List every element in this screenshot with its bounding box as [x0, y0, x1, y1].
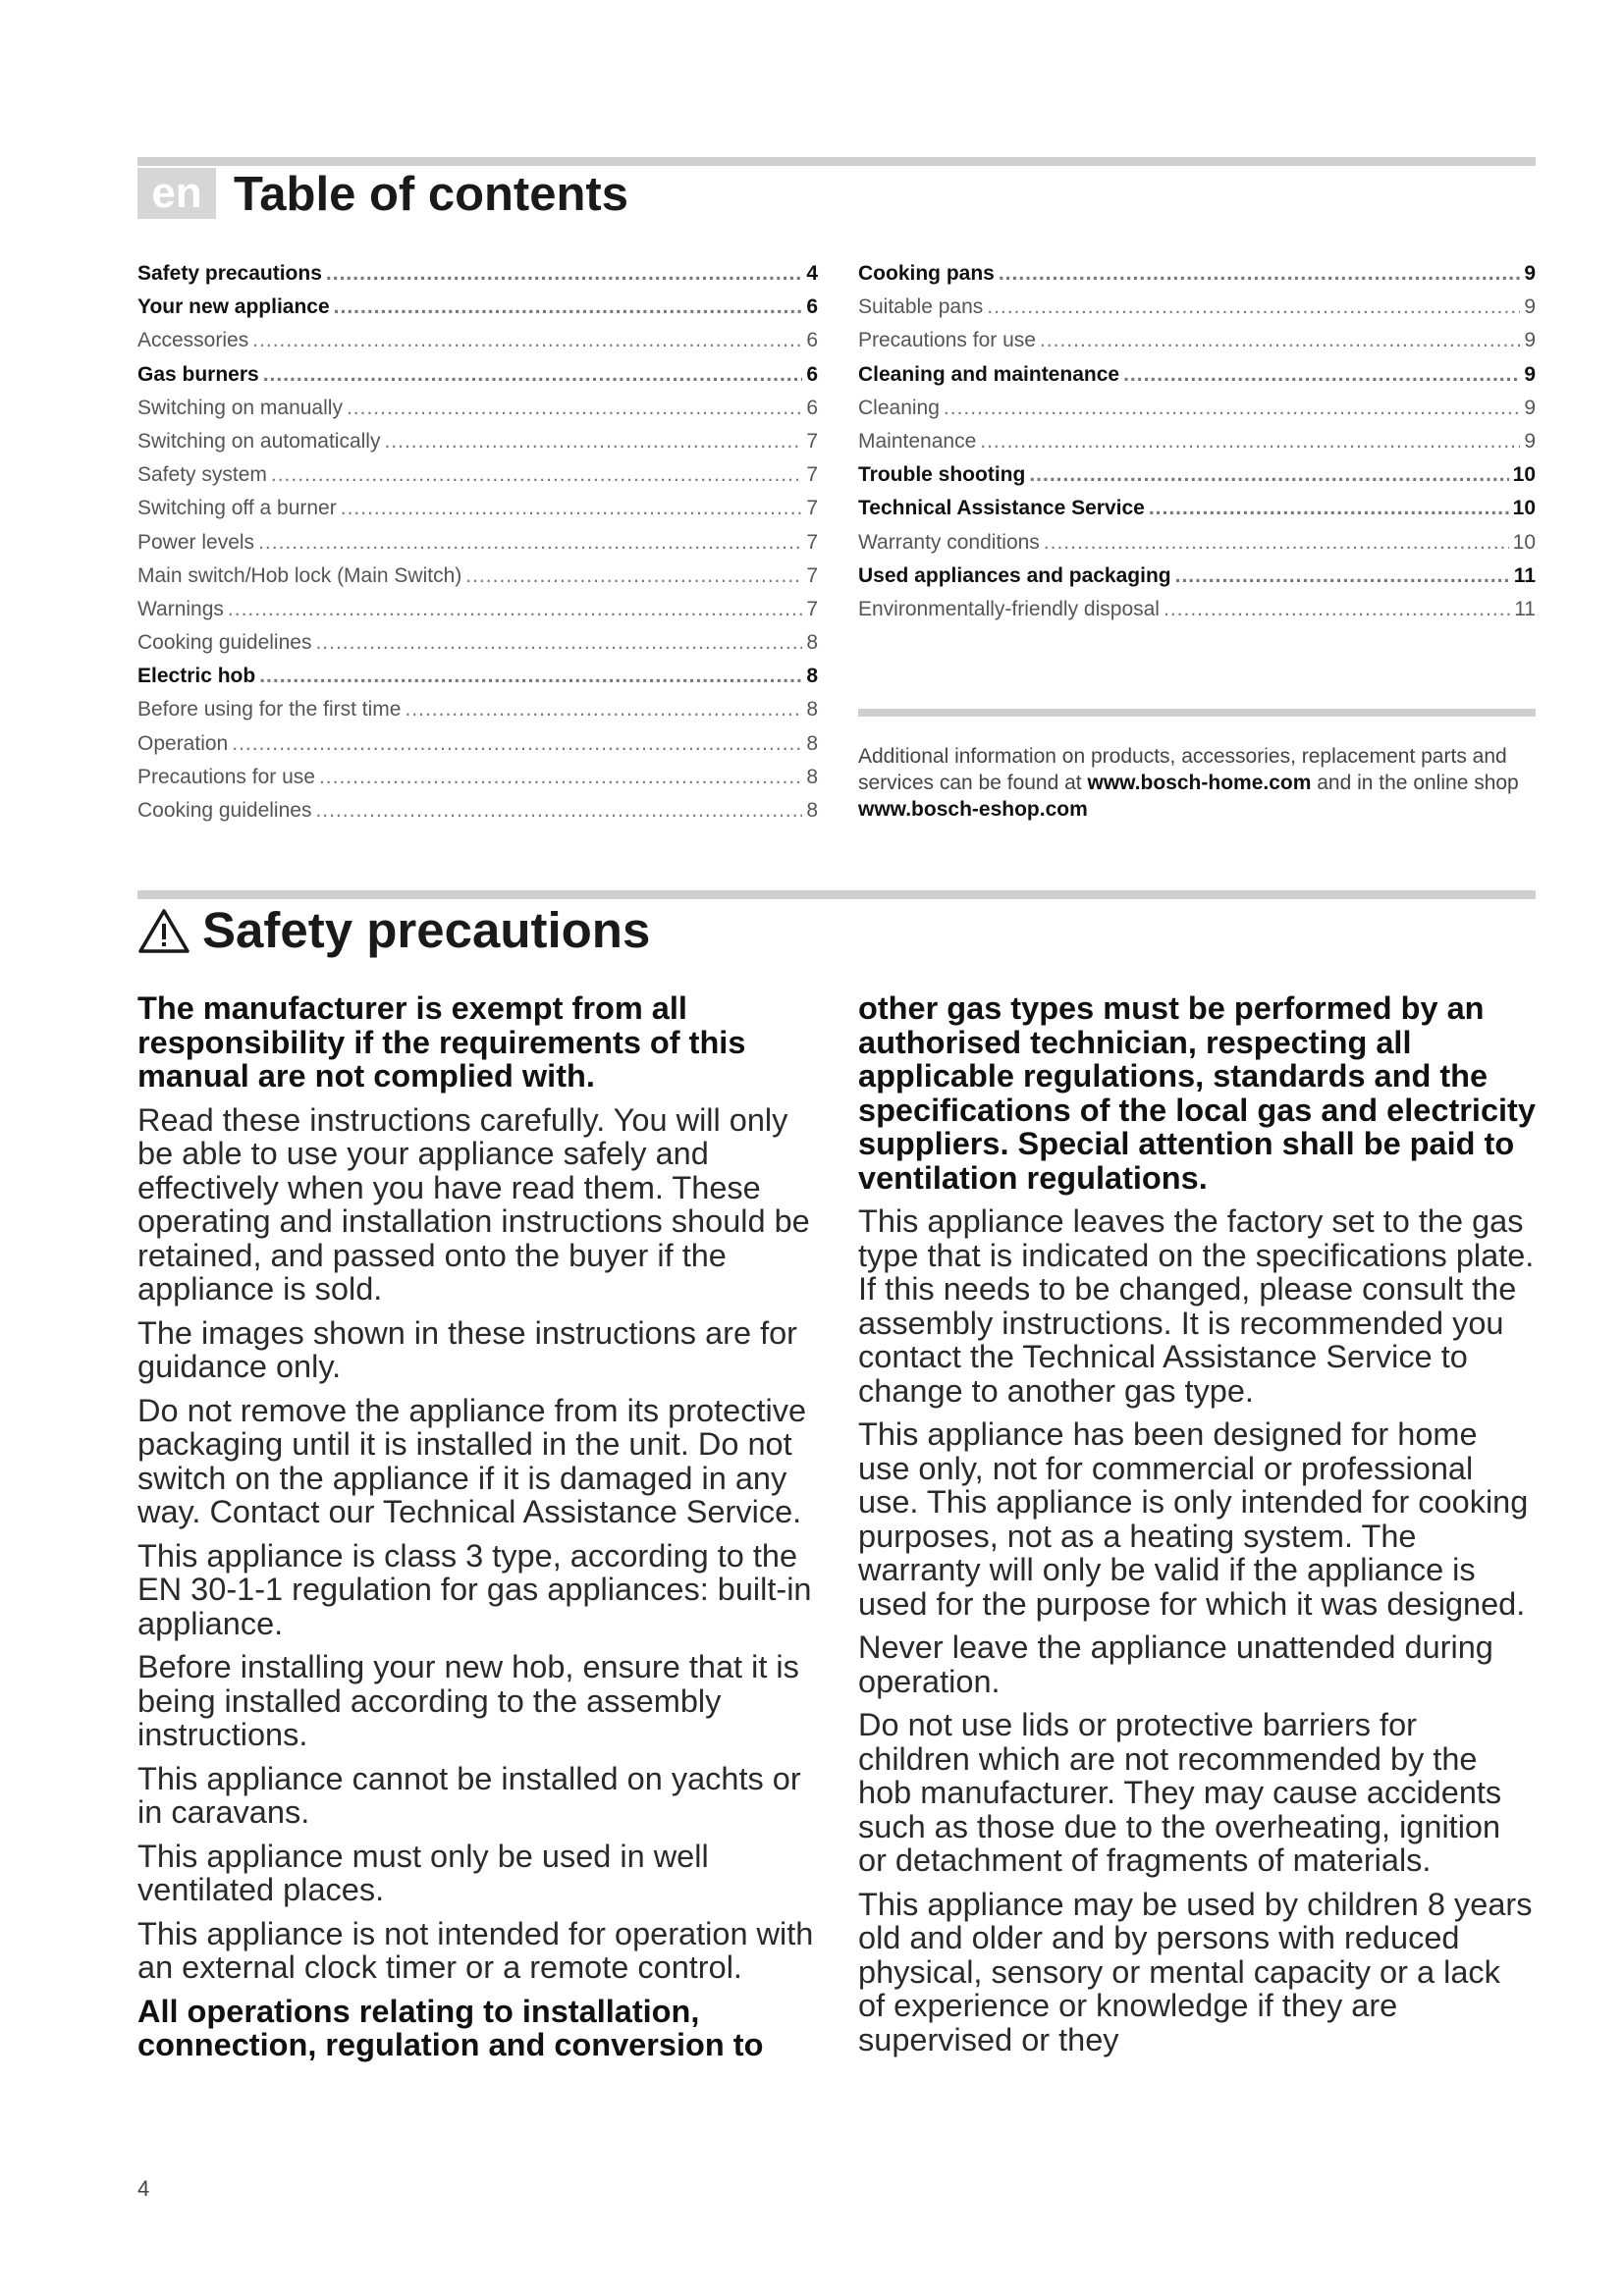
toc-entry-label: Used appliances and packaging: [858, 563, 1171, 587]
toc-entry-page: 4: [806, 262, 818, 285]
toc-entry-page: 8: [806, 631, 818, 655]
toc-entry[interactable]: [137, 660, 818, 693]
toc-entry-page: 9: [1524, 295, 1536, 319]
toc-entry-page: 8: [806, 731, 818, 755]
toc-leader-dots: [263, 358, 803, 392]
toc-leader-dots: [1044, 526, 1509, 560]
toc-entry[interactable]: [858, 458, 1536, 492]
toc-entry[interactable]: [858, 560, 1536, 593]
toc-leader-dots: [1164, 593, 1510, 626]
info-text-1: Additional information on products, accessories, replacement parts and services can be found at: [858, 745, 1507, 794]
toc-entry-label: Warranty conditions: [858, 530, 1040, 554]
toc-leader-dots: [228, 593, 802, 626]
toc-entry-label: Technical Assistance Service: [858, 497, 1145, 520]
safety-paragraph: Never leave the appliance unattended during operation.: [858, 1629, 1493, 1699]
toc-entry-label: Precautions for use: [137, 765, 315, 788]
toc-leader-dots: [271, 458, 802, 492]
toc-leader-dots: [258, 526, 802, 560]
toc-entry-label: Switching on manually: [137, 396, 343, 419]
toc-entry-label: Safety precautions: [137, 262, 322, 285]
toc-entry-label: Safety system: [137, 463, 267, 487]
toc-entry[interactable]: [858, 492, 1536, 525]
toc-entry-page: 9: [1524, 429, 1536, 453]
safety-warning-bold: All operations relating to installation, connection, regulation and conversion to: [137, 1993, 764, 2062]
toc-leader-dots: [1149, 492, 1509, 525]
toc-entry-label: Operation: [137, 731, 229, 755]
toc-leader-dots: [944, 392, 1520, 425]
toc-entry[interactable]: [137, 257, 818, 291]
toc-entry-label: Before using for the first time: [137, 698, 402, 721]
safety-paragraph: Before installing your new hob, ensure that it is being installed according to the assembly instructions.: [137, 1649, 799, 1752]
toc-entry-page: 9: [1524, 262, 1536, 285]
toc-entry[interactable]: [137, 492, 818, 525]
safety-paragraph: This appliance is not intended for operation with an external clock timer or a remote control.: [137, 1915, 814, 1985]
toc-entry-page: 11: [1514, 597, 1536, 620]
toc-leader-dots: [384, 425, 802, 458]
bosch-home-link[interactable]: www.bosch-home.com: [1087, 772, 1312, 794]
safety-warning-bold: other gas types must be performed by an authorised technician, respecting all applicable regulations, standards and the specifications of the local gas and electricity suppliers. Special attention shall be paid to ventilation regulations.: [858, 990, 1536, 1196]
toc-entry-label: Switching off a burner: [137, 497, 337, 520]
toc-entry[interactable]: [137, 794, 818, 828]
safety-title: [137, 898, 650, 963]
toc-leader-dots: [1040, 324, 1520, 357]
toc-leader-dots: [334, 291, 803, 324]
toc-entry[interactable]: [137, 358, 818, 392]
warning-triangle-icon: [137, 907, 190, 954]
safety-paragraph: The images shown in these instructions are for guidance only.: [137, 1314, 797, 1384]
toc-entry-page: 7: [806, 497, 818, 520]
toc-leader-dots: [1123, 358, 1520, 392]
safety-title-text: Safety precautions: [202, 902, 651, 958]
toc-entry-label: Cooking guidelines: [137, 799, 312, 822]
toc-entry-label: Accessories: [137, 329, 249, 352]
toc-entry[interactable]: [137, 324, 818, 357]
bosch-eshop-link[interactable]: www.bosch-eshop.com: [858, 798, 1088, 821]
toc-leader-dots: [999, 257, 1520, 291]
toc-leader-dots: [347, 392, 802, 425]
toc-entry-label: Cleaning and maintenance: [858, 362, 1120, 386]
toc-leader-dots: [232, 727, 802, 761]
toc-entry-page: 9: [1524, 329, 1536, 352]
toc-entry-page: 6: [806, 329, 818, 352]
toc-entry-page: 8: [806, 698, 818, 721]
toc-leader-dots: [315, 626, 802, 660]
toc-leader-dots: [319, 761, 802, 794]
safety-paragraph: Do not use lids or protective barriers for children which are not recommended by the hob manufacturer. They may cause accidents such as those due to the overheating, ignition or detachment of fragments of materials.: [858, 1707, 1502, 1878]
toc-entry-page: 7: [806, 563, 818, 587]
toc-leader-dots: [1029, 458, 1508, 492]
toc-entry-page: 9: [1524, 362, 1536, 386]
toc-entry[interactable]: [137, 425, 818, 458]
toc-entry-page: 8: [806, 665, 818, 688]
toc-entry-label: Cleaning: [858, 396, 940, 419]
safety-paragraph: This appliance cannot be installed on yachts or in caravans.: [137, 1760, 801, 1830]
toc-entry-page: 10: [1512, 497, 1536, 520]
toc-entry-page: 7: [806, 429, 818, 453]
toc-entry[interactable]: [858, 291, 1536, 324]
toc-entry[interactable]: [137, 392, 818, 425]
toc-entry[interactable]: [137, 727, 818, 761]
toc-right-column: [858, 257, 1536, 626]
toc-leader-dots: [259, 660, 802, 693]
toc-entry-label: Gas burners: [137, 362, 259, 386]
toc-left-column: [137, 257, 818, 828]
toc-entry[interactable]: [858, 324, 1536, 357]
toc-leader-dots: [987, 291, 1520, 324]
page-number: 4: [137, 2176, 150, 2201]
toc-entry-label: Cooking guidelines: [137, 631, 312, 655]
toc-entry[interactable]: [137, 761, 818, 794]
toc-entry[interactable]: [137, 526, 818, 560]
safety-left-column: [137, 991, 815, 2072]
toc-entry-label: Trouble shooting: [858, 463, 1026, 487]
safety-paragraph: This appliance may be used by children 8 years old and older and by persons with reduced physical, sensory or mental capacity or a lack of experience or knowledge if they are supervised or they: [858, 1886, 1533, 2057]
toc-entry-label: Cooking pans: [858, 262, 995, 285]
toc-entry[interactable]: [858, 425, 1536, 458]
safety-paragraph: Do not remove the appliance from its protective packaging until it is installed in the unit. Do not switch on the appliance if it is damaged in any way. Contact our Technical Assistance Service.: [137, 1392, 807, 1529]
toc-entry[interactable]: [858, 593, 1536, 626]
toc-leader-dots: [326, 257, 802, 291]
toc-leader-dots: [405, 693, 802, 726]
toc-entry[interactable]: [858, 358, 1536, 392]
toc-entry-label: Electric hob: [137, 665, 256, 688]
toc-entry-page: 9: [1524, 396, 1536, 419]
toc-entry-page: 7: [806, 530, 818, 554]
toc-entry-page: 10: [1512, 463, 1536, 487]
toc-entry-page: 10: [1512, 530, 1536, 554]
toc-entry-page: 8: [806, 799, 818, 822]
safety-paragraph: This appliance must only be used in well ventilated places.: [137, 1838, 709, 1907]
toc-entry-label: Maintenance: [858, 429, 977, 453]
toc-leader-dots: [1175, 560, 1510, 593]
toc-entry[interactable]: [137, 291, 818, 324]
safety-warning-bold: The manufacturer is exempt from all responsibility if the requirements of this manual are not complied with.: [137, 990, 746, 1094]
language-badge: en: [137, 168, 216, 219]
toc-entry[interactable]: [137, 693, 818, 726]
toc-leader-dots: [465, 560, 802, 593]
toc-entry-page: 6: [806, 362, 818, 386]
toc-entry-page: 8: [806, 765, 818, 788]
toc-leader-dots: [341, 492, 803, 525]
toc-entry-page: 7: [806, 463, 818, 487]
safety-paragraph: This appliance is class 3 type, according to the EN 30-1-1 regulation for gas appliances: built-in appliance.: [137, 1537, 812, 1641]
safety-right-column: [858, 991, 1536, 2066]
toc-leader-dots: [315, 794, 802, 828]
toc-entry-label: Switching on automatically: [137, 429, 381, 453]
toc-entry-label: Power levels: [137, 530, 255, 554]
toc-entry[interactable]: [858, 526, 1536, 560]
toc-entry-label: Warnings: [137, 597, 224, 620]
toc-entry-label: Environmentally-friendly disposal: [858, 597, 1160, 620]
toc-entry-page: 6: [806, 396, 818, 419]
toc-entry[interactable]: [858, 257, 1536, 291]
toc-leader-dots: [252, 324, 802, 357]
additional-info: [858, 743, 1536, 823]
toc-entry[interactable]: [137, 458, 818, 492]
toc-leader-dots: [980, 425, 1520, 458]
toc-entry-page: 7: [806, 597, 818, 620]
info-divider: [858, 709, 1536, 717]
toc-entry-label: Precautions for use: [858, 329, 1036, 352]
toc-entry[interactable]: [137, 626, 818, 660]
toc-entry[interactable]: [137, 593, 818, 626]
toc-entry[interactable]: [137, 560, 818, 593]
safety-paragraph: This appliance has been designed for home use only, not for commercial or professional use. This appliance is only intended for cooking purposes, not as a heating system. The warranty will only be valid if the appliance is used for the purpose for which it was designed.: [858, 1416, 1529, 1622]
toc-entry-label: Suitable pans: [858, 295, 984, 319]
toc-entry[interactable]: [858, 392, 1536, 425]
toc-title: Table of contents: [234, 168, 629, 221]
safety-paragraph: This appliance leaves the factory set to the gas type that is indicated on the specifications plate. If this needs to be changed, please consult the assembly instructions. It is recommended you contact the Technical Assistance Service to change to another gas type.: [858, 1203, 1535, 1409]
toc-entry-page: 6: [806, 295, 818, 319]
toc-entry-label: Your new appliance: [137, 295, 330, 319]
toc-entry-label: Main switch/Hob lock (Main Switch): [137, 563, 462, 587]
info-text-2: and in the online shop: [1311, 772, 1519, 794]
toc-entry-page: 11: [1513, 563, 1536, 587]
safety-paragraph: Read these instructions carefully. You will only be able to use your appliance safely and effectively when you have read them. These operating and installation instructions should be retained, and passed onto the buyer if the appliance is sold.: [137, 1101, 810, 1307]
